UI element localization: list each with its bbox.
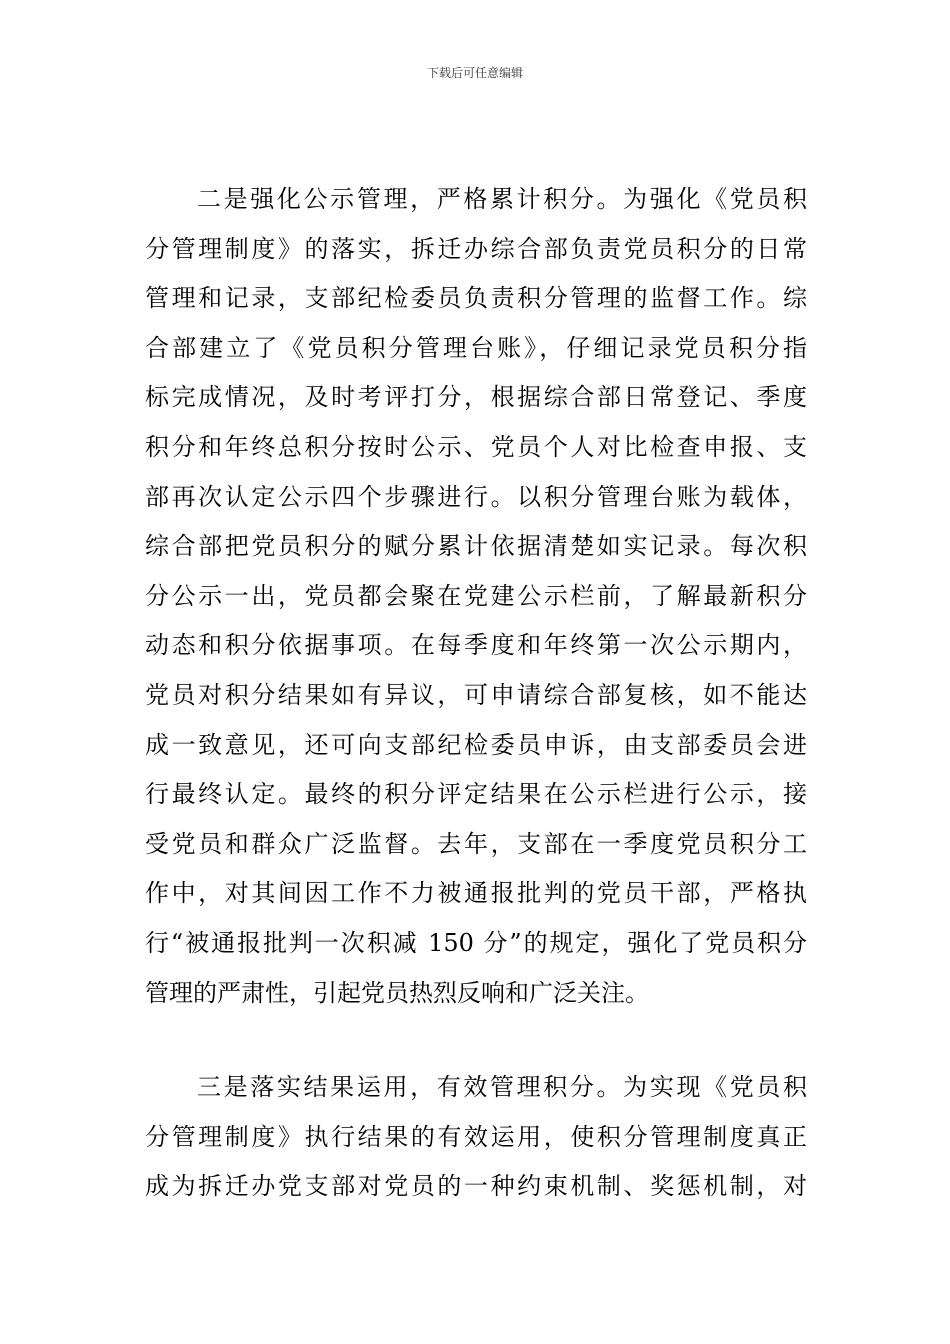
paragraph-line: 行最终认定。最终的积分评定结果在公示栏进行公示，接: [145, 780, 807, 809]
paragraph-line: 分公示一出，党员都会聚在党建公示栏前，了解最新积分: [145, 581, 807, 610]
paragraph-line: 管理的严肃性，引起党员热烈反响和广泛关注。: [145, 978, 649, 1007]
paragraph-line: 三是落实结果运用，有效管理积分。为实现《党员积: [197, 1073, 807, 1101]
paragraph-line: 标完成情况，及时考评打分，根据综合部日常登记、季度: [145, 383, 807, 412]
paragraph-line: 受党员和群众广泛监督。去年，支部在一季度党员积分工: [145, 829, 807, 858]
paragraph-line: 成一致意见，还可向支部纪检委员申诉，由支部委员会进: [145, 730, 807, 759]
paragraph-line: 分管理制度》执行结果的有效运用，使积分管理制度真正: [145, 1122, 807, 1151]
paragraph-line: 管理和记录，支部纪检委员负责积分管理的监督工作。综: [145, 284, 807, 313]
paragraph-line: 综合部把党员积分的赋分累计依据清楚如实记录。每次积: [145, 532, 807, 561]
paragraph-public-notice: [145, 175, 807, 1018]
paragraph-line: 积分和年终总积分按时公示、党员个人对比检查申报、支: [145, 432, 807, 461]
paragraph-line: 动态和积分依据事项。在每季度和年终第一次公示期内，: [145, 631, 807, 660]
paragraph-line: 成为拆迁办党支部对党员的一种约束机制、奖惩机制，对: [145, 1172, 807, 1201]
paragraph-line: 行“被通报批判一次积减 150 分”的规定，强化了党员积分: [145, 928, 807, 957]
paragraph-result-application: [145, 1063, 807, 1212]
page-header: 下载后可任意编辑: [426, 66, 523, 80]
paragraph-line: 部再次认定公示四个步骤进行。以积分管理台账为载体，: [145, 482, 807, 511]
paragraph-line: 作中，对其间因工作不力被通报批判的党员干部，严格执: [145, 879, 807, 908]
paragraph-line: 党员对积分结果如有异议，可申请综合部复核，如不能达: [145, 680, 807, 709]
paragraph-line: 合部建立了《党员积分管理台账》，仔细记录党员积分指: [145, 333, 807, 362]
paragraph-line: 二是强化公示管理，严格累计积分。为强化《党员积: [197, 185, 807, 213]
paragraph-line: 分管理制度》的落实，拆迁办综合部负责党员积分的日常: [145, 234, 807, 263]
